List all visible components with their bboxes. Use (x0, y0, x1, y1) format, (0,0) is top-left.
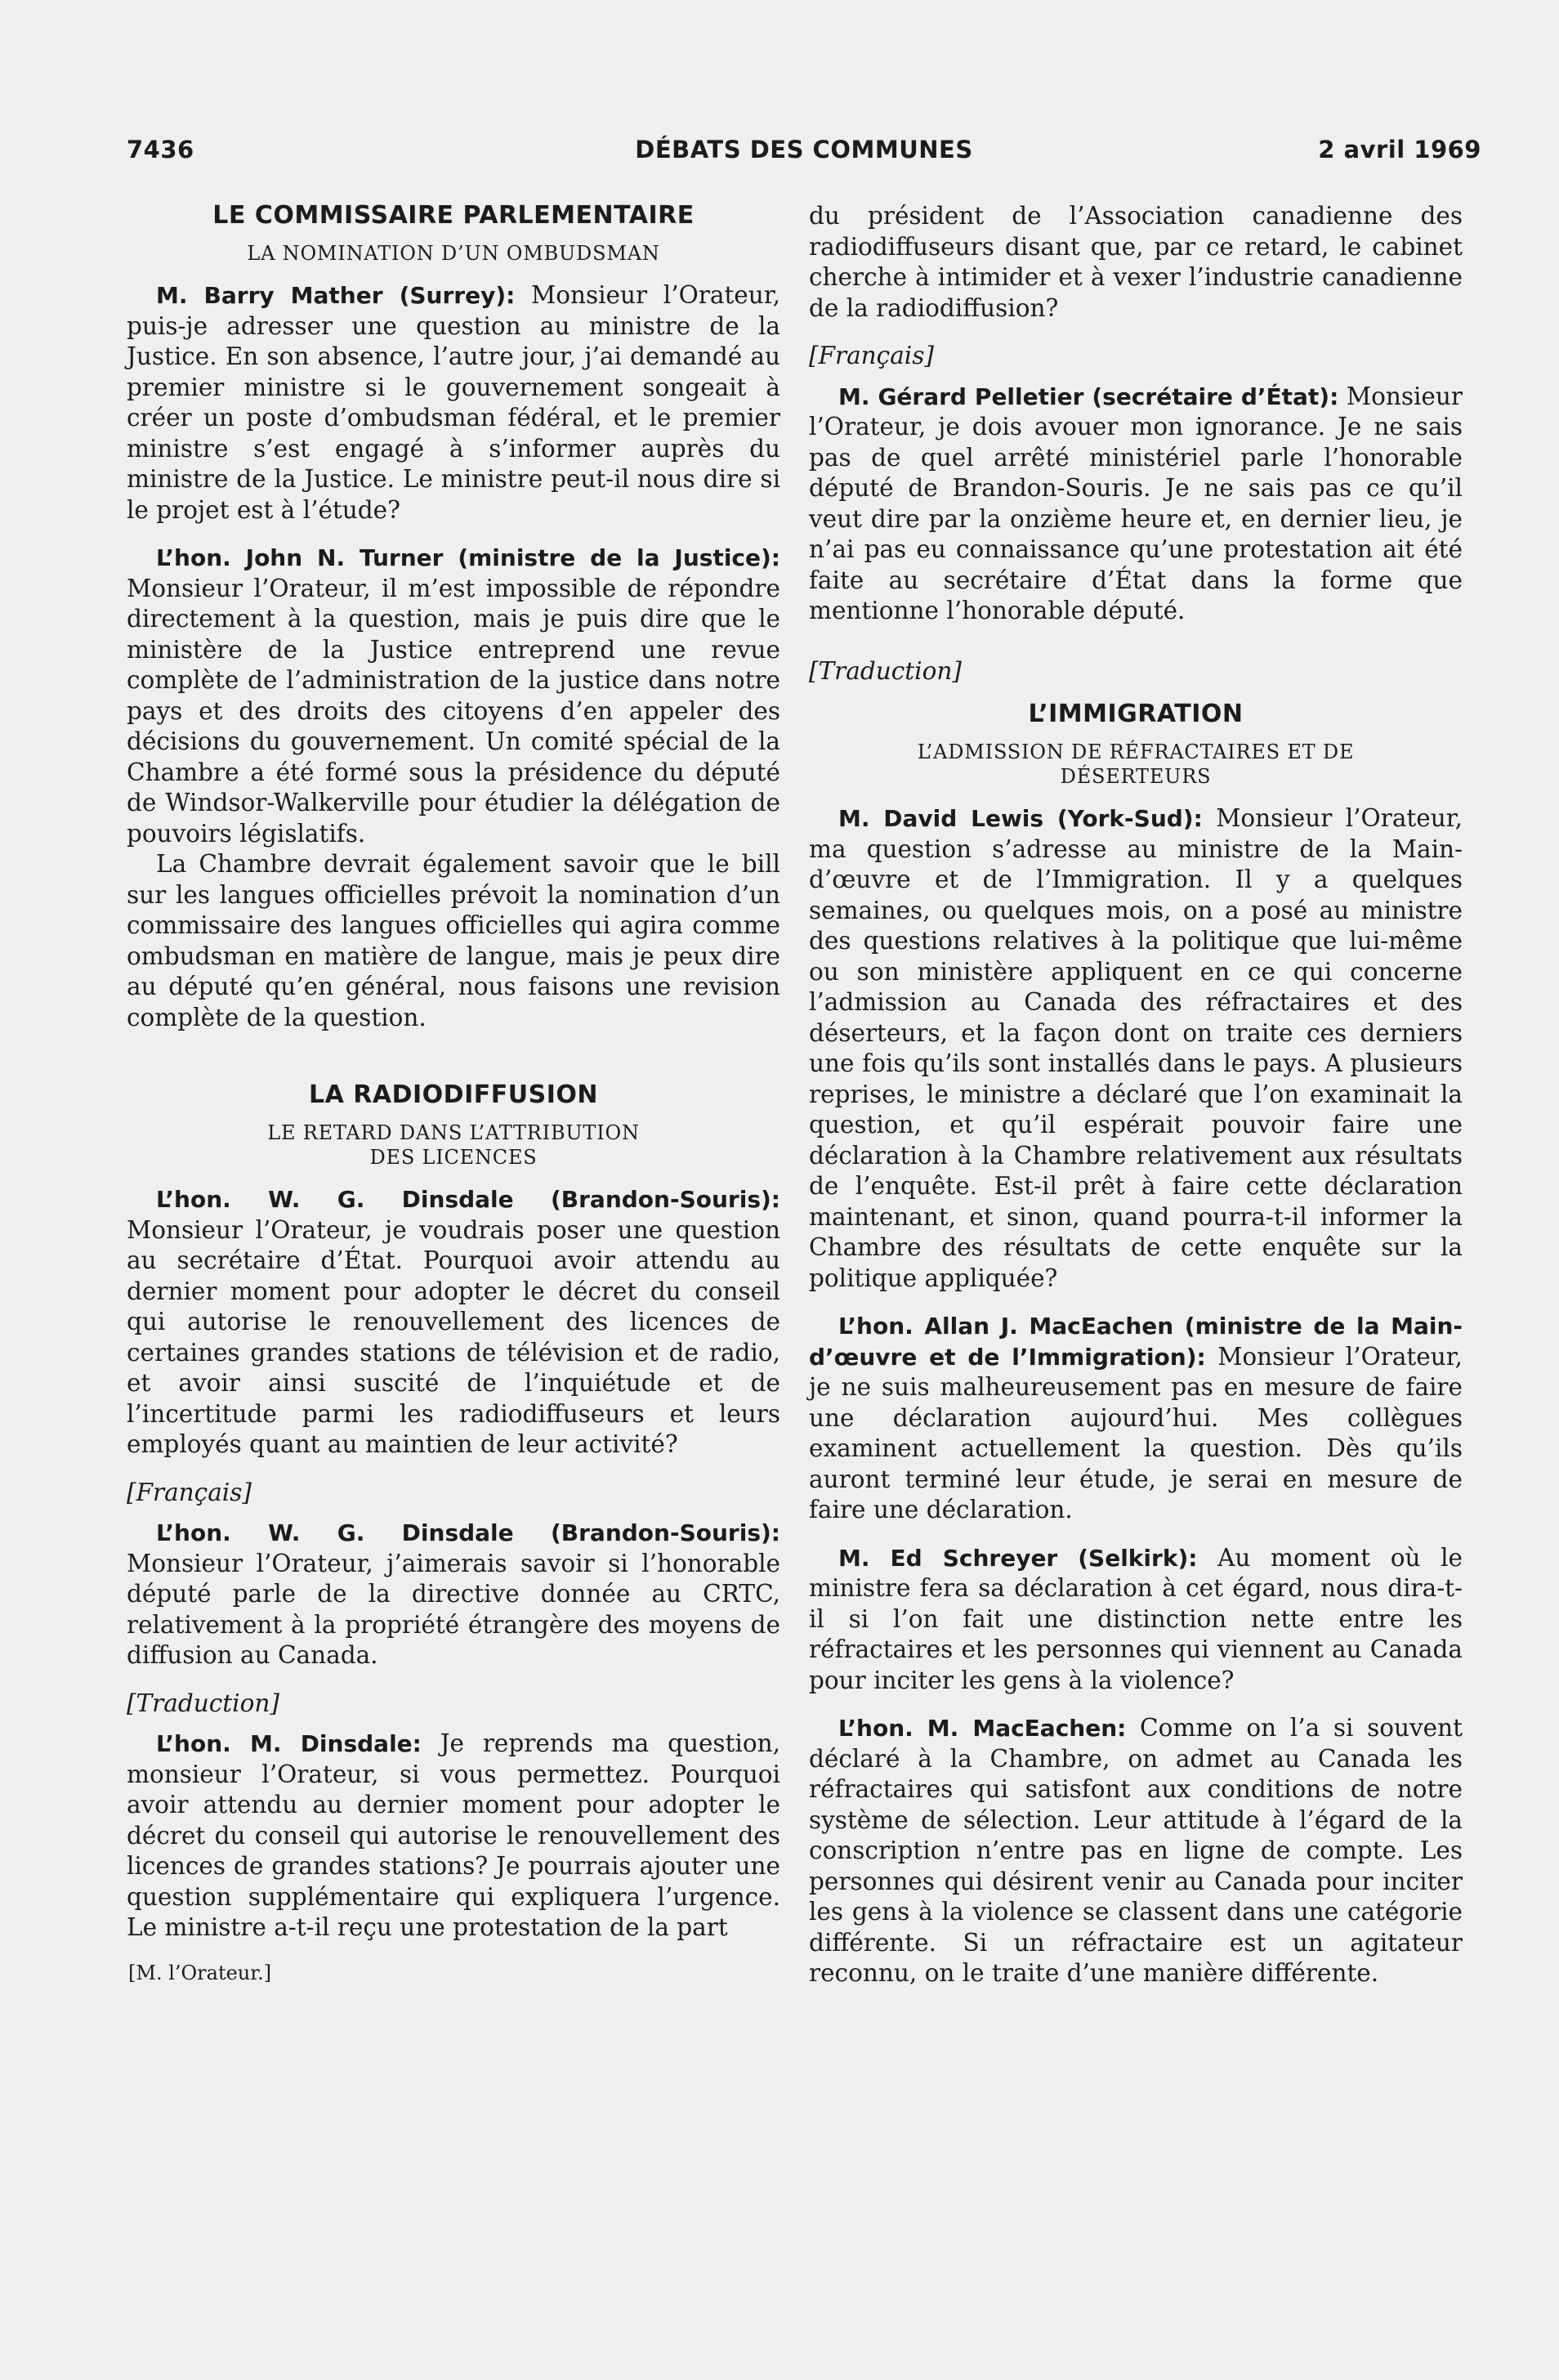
right-column (809, 201, 1463, 1989)
page-number: 7436 (127, 136, 194, 163)
speaker-name: L’hon. W. G. Dinsdale (Brandon-Souris): (156, 1186, 780, 1213)
speech-pelletier (809, 382, 1463, 627)
speaker-name: L’hon. Allan J. MacEachen (ministre de la Main-d’œuvre et de l’Immigration): (809, 1313, 1463, 1371)
section-title-immigration: L’IMMIGRATION (1028, 700, 1244, 728)
subsection-ombudsman: LA NOMINATION D’UN OMBUDSMAN (247, 242, 660, 265)
speaker-name: M. Gérard Pelletier (secrétaire d’État): (838, 382, 1339, 410)
subsection-line: DES LICENCES (369, 1146, 538, 1169)
subsection-line: DÉSERTEURS (1060, 765, 1212, 788)
speech-text: Monsieur l’Orateur, je dois avouer mon ignorance. Je ne sais pas de quel arrêté ministériel parle l’honorable député de Brandon-Souris. Je ne sais pas ce qu’il veut dire par la onzième heure et, en dernier lieu, je n’ai pas eu connaissance qu’une protestation ait été faite au secrétaire d’État dans la forme que mentionne l’honorable député. (809, 382, 1463, 624)
speech-text: Monsieur l’Orateur, je ne suis malheureusement pas en mesure de faire une déclaration aujourd’hui. Mes collègues examinent actuellement la question. Dès qu’ils auront terminé leur étude, je serai en mesure de faire une déclaration. (809, 1342, 1463, 1523)
section-title-radiodiffusion: LA RADIODIFFUSION (309, 1080, 598, 1109)
subsection-line: LE RETARD DANS L’ATTRIBUTION (267, 1121, 640, 1144)
subsection-refractaires (809, 740, 1463, 789)
speaker-name: L’hon. M. MacEachen: (838, 1715, 1127, 1742)
speech-text: Monsieur l’Orateur, j’aimerais savoir si l’honorable député parle de la directive donnée au CRTC, relativement à la propriété étrangère des moyens de diffusion au Canada. (127, 1549, 780, 1669)
page-header (127, 136, 1481, 172)
speech-maceachen-2 (809, 1713, 1463, 1989)
language-marker: [Français] (809, 342, 934, 369)
speech-text: Monsieur l’Orateur, puis-je adresser une question au ministre de la Justice. En son absence, l’autre jour, j’ai demandé au premier ministre si le gouvernement songeait à créer un poste d’ombudsman fédéral, et le premier ministre s’est engagé à s’informer auprès du ministre de la Justice. Le ministre peut-il nous dire si le projet est à l’étude? (127, 281, 780, 524)
speech-text: Comme on l’a si souvent déclaré à la Chambre, on admet au Canada les réfractaires qui satisfont aux conditions de notre système de sélection. Leur attitude à l’égard de la conscription n’entre pas en ligne de compte. Les personnes qui désirent venir au Canada pour inciter les gens à la violence se classent dans une catégorie différente. Si un réfractaire est un agitateur reconnu, on le traite d’une manière différente. (809, 1714, 1463, 1987)
speech-dinsdale-3-continued: du président de l’Association canadienne des radiodiffuseurs disant que, par ce retard, le cabinet cherche à intimider et à vexer l’industrie canadienne de la radiodiffusion? (809, 202, 1463, 322)
speech-text: Monsieur l’Orateur, je voudrais poser une question au secrétaire d’État. Pourquoi avoir attendu au dernier moment pour adopter le décret du conseil qui autorise le renouvellement des licences de certaines grandes stations de télévision et de radio, et avoir ainsi suscité de l’inquiétude et de l’incertitude parmi les radiodiffuseurs et leurs employés quant au maintien de leur activité? (127, 1215, 780, 1458)
publication-title: DÉBATS DES COMMUNES (635, 136, 973, 163)
speaker-name: M. David Lewis (York-Sud): (838, 805, 1203, 832)
page-date: 2 avril 1969 (1318, 136, 1481, 163)
left-column (127, 201, 780, 1984)
speech-turner-continued: La Chambre devrait également savoir que le bill sur les langues officielles prévoit la nomination d’un commissaire des langues officielles qui agira comme ombudsman en matière de langue, mais je peux dire au député qu’en général, nous faisons une revision complète de la question. (127, 850, 780, 1031)
subsection-line: L’ADMISSION DE RÉFRACTAIRES ET DE (917, 740, 1355, 763)
speech-text: Monsieur l’Orateur, ma question s’adresse au ministre de la Main-d’œuvre et de l’Immigration. Il y a quelques semaines, ou quelques mois, on a posé au ministre des questions relatives à la politique que lui-même ou son ministère appliquent en ce qui concerne l’admission au Canada des réfractaires et des déserteurs, et la façon dont on traite ces derniers une fois qu’ils sont installés dans le pays. A plusieurs reprises, le ministre a déclaré que l’on examinait la question, et qu’il espérait pouvoir faire une déclaration à la Chambre relativement aux résultats de l’enquête. Est-il prêt à faire cette déclaration maintenant, et sinon, quand pourra-t-il informer la Chambre des résultats de cette enquête sur la politique appliquée? (809, 804, 1463, 1292)
section-title-commissaire: LE COMMISSAIRE PARLEMENTAIRE (212, 201, 695, 230)
language-marker: [Traduction] (127, 1689, 279, 1717)
speech-turner (127, 543, 780, 849)
speaker-name: L’hon. W. G. Dinsdale (Brandon-Souris): (156, 1519, 780, 1546)
speech-text: Je reprends ma question, monsieur l’Orateur, si vous permettez. Pourquoi avoir attendu au dernier moment pour adopter le décret du conseil qui autorise le renouvellement des licences de grandes stations? Je pourrais ajouter une question supplémentaire qui expliquera l’urgence. Le ministre a-t-il reçu une protestation de la part (127, 1729, 780, 1941)
speech-maceachen-1 (809, 1311, 1463, 1526)
speech-mather (127, 280, 780, 526)
speech-dinsdale-3 (127, 1729, 780, 1944)
speaker-name: M. Barry Mather (Surrey): (156, 282, 516, 309)
speaker-name: M. Ed Schreyer (Selkirk): (838, 1544, 1198, 1572)
speaker-name: L’hon. M. Dinsdale: (156, 1730, 422, 1757)
speech-text: Au moment où le ministre fera sa déclaration à cet égard, nous dira-t-il si l’on fait une distinction nette entre les réfractaires et les personnes qui viennent au Canada pour inciter les gens à la violence? (809, 1543, 1463, 1694)
speaker-name: L’hon. John N. Turner (ministre de la Justice): (156, 544, 780, 571)
speech-dinsdale-1 (127, 1184, 780, 1461)
language-marker: [Traduction] (809, 656, 962, 685)
speech-text: Monsieur l’Orateur, il m’est impossible de répondre directement à la question, mais je puis dire que le ministère de la Justice entreprend une revue complète de l’administration de la justice dans notre pays et des droits des citoyens d’en appeler des décisions du gouvernement. Un comité spécial de la Chambre a été formé sous la présidence du député de Windsor-Walkerville pour étudier la délégation de pouvoirs législatifs. (127, 574, 780, 848)
page-footer-note: [M. l’Orateur.] (128, 1961, 272, 1984)
speech-dinsdale-2 (127, 1518, 780, 1671)
speech-schreyer (809, 1543, 1463, 1697)
language-marker: [Français] (127, 1478, 252, 1506)
subsection-licences (127, 1121, 780, 1170)
speech-lewis (809, 803, 1463, 1294)
